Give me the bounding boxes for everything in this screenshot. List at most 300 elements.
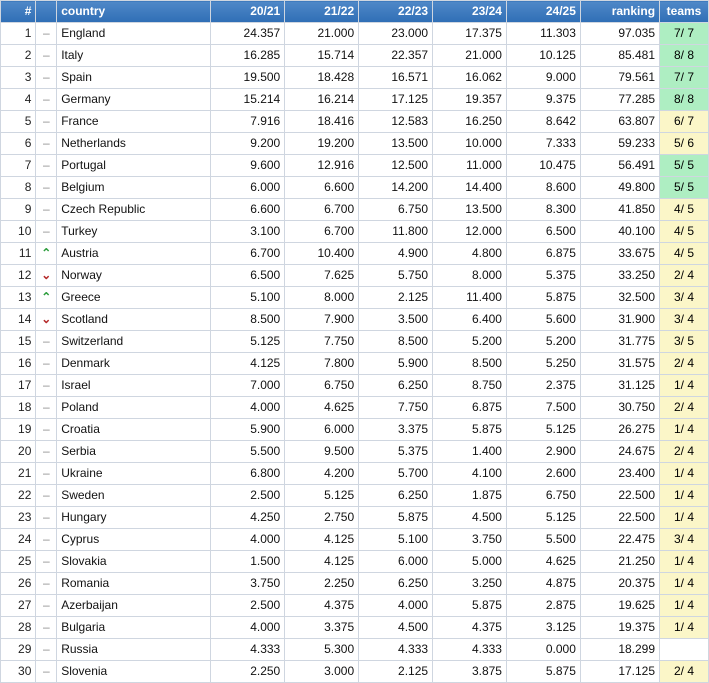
row-rank: 1 bbox=[1, 23, 36, 45]
row-season-2425: 9.000 bbox=[506, 67, 580, 89]
row-season-2425: 5.875 bbox=[506, 661, 580, 683]
row-season-2223: 17.125 bbox=[359, 89, 433, 111]
table-row[interactable] bbox=[1, 287, 709, 309]
row-season-2425: 8.600 bbox=[506, 177, 580, 199]
row-season-2122: 4.125 bbox=[285, 551, 359, 573]
row-season-2021: 6.000 bbox=[211, 177, 285, 199]
row-season-2425: 10.475 bbox=[506, 155, 580, 177]
row-season-2021: 19.500 bbox=[211, 67, 285, 89]
table-row[interactable] bbox=[1, 441, 709, 463]
row-season-2425: 7.500 bbox=[506, 397, 580, 419]
trend-same-icon: – bbox=[36, 441, 57, 463]
row-season-2021: 4.000 bbox=[211, 617, 285, 639]
table-row[interactable] bbox=[1, 23, 709, 45]
trend-same-icon: – bbox=[36, 331, 57, 353]
row-season-2223: 11.800 bbox=[359, 221, 433, 243]
row-season-2223: 22.357 bbox=[359, 45, 433, 67]
table-row[interactable] bbox=[1, 89, 709, 111]
row-season-2122: 5.300 bbox=[285, 639, 359, 661]
row-season-2223: 2.125 bbox=[359, 287, 433, 309]
row-season-2425: 10.125 bbox=[506, 45, 580, 67]
row-season-2324: 11.000 bbox=[433, 155, 507, 177]
row-teams-count: 1/ 4 bbox=[660, 551, 709, 573]
row-country-name[interactable]: Germany bbox=[57, 89, 211, 111]
row-country-name[interactable]: England bbox=[57, 23, 211, 45]
row-rank: 27 bbox=[1, 595, 36, 617]
row-season-2021: 2.250 bbox=[211, 661, 285, 683]
row-country-name[interactable]: Czech Republic bbox=[57, 199, 211, 221]
row-season-2223: 6.750 bbox=[359, 199, 433, 221]
row-season-2122: 19.200 bbox=[285, 133, 359, 155]
row-season-2425: 9.375 bbox=[506, 89, 580, 111]
row-season-2324: 5.875 bbox=[433, 595, 507, 617]
row-teams-count: 4/ 5 bbox=[660, 221, 709, 243]
row-season-2122: 18.428 bbox=[285, 67, 359, 89]
row-season-2425: 5.875 bbox=[506, 287, 580, 309]
row-teams-count: 2/ 4 bbox=[660, 353, 709, 375]
row-season-2223: 13.500 bbox=[359, 133, 433, 155]
row-country-name[interactable]: Norway bbox=[57, 265, 211, 287]
row-season-2223: 16.571 bbox=[359, 67, 433, 89]
table-row[interactable] bbox=[1, 529, 709, 551]
table-row[interactable] bbox=[1, 639, 709, 661]
row-season-2021: 4.000 bbox=[211, 529, 285, 551]
row-season-2223: 6.000 bbox=[359, 551, 433, 573]
row-season-2223: 7.750 bbox=[359, 397, 433, 419]
row-season-2425: 5.250 bbox=[506, 353, 580, 375]
row-season-2324: 11.400 bbox=[433, 287, 507, 309]
table-row[interactable] bbox=[1, 155, 709, 177]
row-total-ranking: 23.400 bbox=[580, 463, 659, 485]
row-season-2122: 10.400 bbox=[285, 243, 359, 265]
row-season-2223: 6.250 bbox=[359, 573, 433, 595]
row-season-2021: 5.125 bbox=[211, 331, 285, 353]
row-season-2021: 4.333 bbox=[211, 639, 285, 661]
header-row bbox=[1, 1, 709, 23]
trend-same-icon: – bbox=[36, 485, 57, 507]
column-header-2223[interactable]: 22/23 bbox=[359, 1, 433, 23]
row-rank: 10 bbox=[1, 221, 36, 243]
trend-same-icon: – bbox=[36, 111, 57, 133]
table-row[interactable] bbox=[1, 331, 709, 353]
row-country-name[interactable]: France bbox=[57, 111, 211, 133]
row-total-ranking: 40.100 bbox=[580, 221, 659, 243]
row-season-2425: 5.500 bbox=[506, 529, 580, 551]
table-row[interactable] bbox=[1, 309, 709, 331]
row-teams-count: 1/ 4 bbox=[660, 617, 709, 639]
row-country-name[interactable]: Slovakia bbox=[57, 551, 211, 573]
table-row[interactable] bbox=[1, 463, 709, 485]
row-season-2122: 5.125 bbox=[285, 485, 359, 507]
trend-same-icon: – bbox=[36, 639, 57, 661]
trend-same-icon: – bbox=[36, 133, 57, 155]
row-season-2223: 23.000 bbox=[359, 23, 433, 45]
row-teams-count: 8/ 8 bbox=[660, 89, 709, 111]
row-season-2122: 4.625 bbox=[285, 397, 359, 419]
row-season-2324: 16.250 bbox=[433, 111, 507, 133]
row-season-2223: 4.333 bbox=[359, 639, 433, 661]
row-season-2021: 6.600 bbox=[211, 199, 285, 221]
row-season-2223: 6.250 bbox=[359, 485, 433, 507]
row-total-ranking: 21.250 bbox=[580, 551, 659, 573]
column-header-country[interactable]: country bbox=[57, 1, 211, 23]
row-season-2122: 2.250 bbox=[285, 573, 359, 595]
trend-same-icon: – bbox=[36, 507, 57, 529]
row-rank: 13 bbox=[1, 287, 36, 309]
table-row[interactable] bbox=[1, 397, 709, 419]
trend-up-icon: ⌃ bbox=[36, 287, 57, 309]
row-season-2425: 2.900 bbox=[506, 441, 580, 463]
row-country-name[interactable]: Hungary bbox=[57, 507, 211, 529]
trend-same-icon: – bbox=[36, 419, 57, 441]
row-season-2021: 3.100 bbox=[211, 221, 285, 243]
table-row[interactable] bbox=[1, 617, 709, 639]
row-rank: 22 bbox=[1, 485, 36, 507]
row-teams-count: 7/ 7 bbox=[660, 23, 709, 45]
trend-same-icon: – bbox=[36, 67, 57, 89]
row-rank: 28 bbox=[1, 617, 36, 639]
table-row[interactable] bbox=[1, 67, 709, 89]
row-season-2021: 15.214 bbox=[211, 89, 285, 111]
row-total-ranking: 31.575 bbox=[580, 353, 659, 375]
row-season-2324: 13.500 bbox=[433, 199, 507, 221]
row-total-ranking: 33.250 bbox=[580, 265, 659, 287]
row-teams-count: 3/ 4 bbox=[660, 309, 709, 331]
row-season-2324: 6.400 bbox=[433, 309, 507, 331]
row-season-2021: 16.285 bbox=[211, 45, 285, 67]
column-header-2021[interactable]: 20/21 bbox=[211, 1, 285, 23]
row-rank: 2 bbox=[1, 45, 36, 67]
row-total-ranking: 32.500 bbox=[580, 287, 659, 309]
row-season-2223: 4.500 bbox=[359, 617, 433, 639]
row-teams-count: 2/ 4 bbox=[660, 265, 709, 287]
row-rank: 17 bbox=[1, 375, 36, 397]
row-teams-count: 8/ 8 bbox=[660, 45, 709, 67]
row-season-2324: 12.000 bbox=[433, 221, 507, 243]
row-rank: 29 bbox=[1, 639, 36, 661]
row-teams-count: 5/ 5 bbox=[660, 177, 709, 199]
row-season-2223: 6.250 bbox=[359, 375, 433, 397]
row-season-2021: 8.500 bbox=[211, 309, 285, 331]
row-season-2122: 12.916 bbox=[285, 155, 359, 177]
trend-same-icon: – bbox=[36, 177, 57, 199]
row-season-2122: 7.900 bbox=[285, 309, 359, 331]
table-row[interactable] bbox=[1, 595, 709, 617]
row-season-2223: 5.375 bbox=[359, 441, 433, 463]
row-teams-count: 2/ 4 bbox=[660, 441, 709, 463]
row-season-2425: 6.500 bbox=[506, 221, 580, 243]
trend-same-icon: – bbox=[36, 529, 57, 551]
row-season-2223: 2.125 bbox=[359, 661, 433, 683]
row-season-2425: 7.333 bbox=[506, 133, 580, 155]
row-country-name[interactable]: Turkey bbox=[57, 221, 211, 243]
row-season-2425: 11.303 bbox=[506, 23, 580, 45]
row-season-2021: 2.500 bbox=[211, 485, 285, 507]
row-country-name[interactable]: Italy bbox=[57, 45, 211, 67]
row-season-2324: 4.800 bbox=[433, 243, 507, 265]
row-total-ranking: 97.035 bbox=[580, 23, 659, 45]
row-season-2324: 4.375 bbox=[433, 617, 507, 639]
row-season-2021: 4.250 bbox=[211, 507, 285, 529]
row-season-2223: 14.200 bbox=[359, 177, 433, 199]
row-total-ranking: 56.491 bbox=[580, 155, 659, 177]
row-season-2324: 1.875 bbox=[433, 485, 507, 507]
table-row[interactable] bbox=[1, 265, 709, 287]
row-country-name[interactable]: Russia bbox=[57, 639, 211, 661]
table-row[interactable] bbox=[1, 419, 709, 441]
row-teams-count: 7/ 7 bbox=[660, 67, 709, 89]
column-header-teams[interactable]: teams bbox=[660, 1, 709, 23]
row-rank: 21 bbox=[1, 463, 36, 485]
row-rank: 5 bbox=[1, 111, 36, 133]
row-season-2425: 5.125 bbox=[506, 507, 580, 529]
row-season-2425: 2.375 bbox=[506, 375, 580, 397]
row-season-2425: 3.125 bbox=[506, 617, 580, 639]
table-row[interactable] bbox=[1, 111, 709, 133]
row-season-2021: 9.600 bbox=[211, 155, 285, 177]
row-country-name[interactable]: Israel bbox=[57, 375, 211, 397]
row-total-ranking: 18.299 bbox=[580, 639, 659, 661]
row-season-2425: 2.875 bbox=[506, 595, 580, 617]
trend-same-icon: – bbox=[36, 45, 57, 67]
row-season-2324: 14.400 bbox=[433, 177, 507, 199]
row-country-name[interactable]: Romania bbox=[57, 573, 211, 595]
row-season-2425: 5.125 bbox=[506, 419, 580, 441]
row-country-name[interactable]: Denmark bbox=[57, 353, 211, 375]
row-total-ranking: 59.233 bbox=[580, 133, 659, 155]
row-teams-count: 1/ 4 bbox=[660, 375, 709, 397]
row-season-2021: 4.125 bbox=[211, 353, 285, 375]
row-season-2122: 4.200 bbox=[285, 463, 359, 485]
trend-same-icon: – bbox=[36, 353, 57, 375]
row-season-2324: 16.062 bbox=[433, 67, 507, 89]
table-row[interactable] bbox=[1, 243, 709, 265]
row-season-2021: 1.500 bbox=[211, 551, 285, 573]
row-total-ranking: 63.807 bbox=[580, 111, 659, 133]
row-total-ranking: 24.675 bbox=[580, 441, 659, 463]
row-season-2122: 4.375 bbox=[285, 595, 359, 617]
trend-same-icon: – bbox=[36, 23, 57, 45]
row-season-2021: 5.100 bbox=[211, 287, 285, 309]
row-country-name[interactable]: Portugal bbox=[57, 155, 211, 177]
trend-same-icon: – bbox=[36, 617, 57, 639]
row-season-2425: 5.375 bbox=[506, 265, 580, 287]
trend-same-icon: – bbox=[36, 199, 57, 221]
row-teams-count: 4/ 5 bbox=[660, 243, 709, 265]
trend-same-icon: – bbox=[36, 89, 57, 111]
row-teams-count bbox=[660, 639, 709, 661]
row-season-2425: 6.875 bbox=[506, 243, 580, 265]
row-season-2122: 18.416 bbox=[285, 111, 359, 133]
row-season-2324: 10.000 bbox=[433, 133, 507, 155]
trend-same-icon: – bbox=[36, 551, 57, 573]
row-country-name[interactable]: Poland bbox=[57, 397, 211, 419]
row-season-2223: 5.875 bbox=[359, 507, 433, 529]
row-total-ranking: 79.561 bbox=[580, 67, 659, 89]
row-teams-count: 4/ 5 bbox=[660, 199, 709, 221]
row-country-name[interactable]: Ukraine bbox=[57, 463, 211, 485]
row-season-2122: 3.000 bbox=[285, 661, 359, 683]
trend-down-icon: ⌄ bbox=[36, 309, 57, 331]
column-header-2425[interactable]: 24/25 bbox=[506, 1, 580, 23]
row-teams-count: 1/ 4 bbox=[660, 463, 709, 485]
row-country-name[interactable]: Sweden bbox=[57, 485, 211, 507]
row-season-2122: 4.125 bbox=[285, 529, 359, 551]
row-season-2324: 5.875 bbox=[433, 419, 507, 441]
row-season-2324: 5.000 bbox=[433, 551, 507, 573]
table-row[interactable] bbox=[1, 199, 709, 221]
row-teams-count: 1/ 4 bbox=[660, 485, 709, 507]
row-season-2122: 8.000 bbox=[285, 287, 359, 309]
row-teams-count: 3/ 4 bbox=[660, 287, 709, 309]
row-total-ranking: 22.475 bbox=[580, 529, 659, 551]
row-teams-count: 2/ 4 bbox=[660, 661, 709, 683]
row-teams-count: 1/ 4 bbox=[660, 419, 709, 441]
row-country-name[interactable]: Spain bbox=[57, 67, 211, 89]
table-row[interactable] bbox=[1, 507, 709, 529]
row-season-2223: 4.900 bbox=[359, 243, 433, 265]
row-season-2425: 4.625 bbox=[506, 551, 580, 573]
row-season-2324: 19.357 bbox=[433, 89, 507, 111]
row-season-2425: 0.000 bbox=[506, 639, 580, 661]
row-rank: 16 bbox=[1, 353, 36, 375]
row-country-name[interactable]: Bulgaria bbox=[57, 617, 211, 639]
row-season-2122: 9.500 bbox=[285, 441, 359, 463]
row-season-2122: 6.700 bbox=[285, 199, 359, 221]
row-season-2122: 7.750 bbox=[285, 331, 359, 353]
row-rank: 9 bbox=[1, 199, 36, 221]
row-rank: 18 bbox=[1, 397, 36, 419]
row-season-2122: 6.600 bbox=[285, 177, 359, 199]
row-rank: 6 bbox=[1, 133, 36, 155]
table-row[interactable] bbox=[1, 45, 709, 67]
row-season-2223: 3.375 bbox=[359, 419, 433, 441]
row-teams-count: 3/ 4 bbox=[660, 529, 709, 551]
row-total-ranking: 22.500 bbox=[580, 485, 659, 507]
column-header-trend[interactable] bbox=[36, 1, 57, 23]
row-total-ranking: 41.850 bbox=[580, 199, 659, 221]
row-rank: 8 bbox=[1, 177, 36, 199]
column-header-ranking[interactable]: ranking bbox=[580, 1, 659, 23]
column-header-rank[interactable]: # bbox=[1, 1, 36, 23]
row-total-ranking: 85.481 bbox=[580, 45, 659, 67]
row-rank: 30 bbox=[1, 661, 36, 683]
row-country-name[interactable]: Croatia bbox=[57, 419, 211, 441]
row-season-2324: 17.375 bbox=[433, 23, 507, 45]
trend-same-icon: – bbox=[36, 573, 57, 595]
row-season-2324: 8.000 bbox=[433, 265, 507, 287]
row-total-ranking: 20.375 bbox=[580, 573, 659, 595]
row-season-2324: 3.875 bbox=[433, 661, 507, 683]
row-total-ranking: 26.275 bbox=[580, 419, 659, 441]
row-season-2021: 6.500 bbox=[211, 265, 285, 287]
row-season-2021: 24.357 bbox=[211, 23, 285, 45]
row-country-name[interactable]: Austria bbox=[57, 243, 211, 265]
row-country-name[interactable]: Belgium bbox=[57, 177, 211, 199]
row-rank: 15 bbox=[1, 331, 36, 353]
row-season-2021: 4.000 bbox=[211, 397, 285, 419]
row-rank: 14 bbox=[1, 309, 36, 331]
column-header-2324[interactable]: 23/24 bbox=[433, 1, 507, 23]
row-country-name[interactable]: Greece bbox=[57, 287, 211, 309]
row-total-ranking: 31.900 bbox=[580, 309, 659, 331]
row-country-name[interactable]: Switzerland bbox=[57, 331, 211, 353]
row-total-ranking: 19.625 bbox=[580, 595, 659, 617]
row-total-ranking: 19.375 bbox=[580, 617, 659, 639]
row-season-2324: 8.500 bbox=[433, 353, 507, 375]
row-country-name[interactable]: Cyprus bbox=[57, 529, 211, 551]
row-season-2223: 12.500 bbox=[359, 155, 433, 177]
table-row[interactable] bbox=[1, 661, 709, 683]
row-season-2021: 9.200 bbox=[211, 133, 285, 155]
row-rank: 11 bbox=[1, 243, 36, 265]
row-season-2122: 6.000 bbox=[285, 419, 359, 441]
table-row[interactable] bbox=[1, 353, 709, 375]
row-rank: 19 bbox=[1, 419, 36, 441]
row-total-ranking: 31.125 bbox=[580, 375, 659, 397]
row-season-2223: 3.500 bbox=[359, 309, 433, 331]
row-country-name[interactable]: Slovenia bbox=[57, 661, 211, 683]
table-row[interactable] bbox=[1, 485, 709, 507]
row-season-2021: 3.750 bbox=[211, 573, 285, 595]
row-teams-count: 5/ 5 bbox=[660, 155, 709, 177]
trend-same-icon: – bbox=[36, 375, 57, 397]
row-season-2324: 4.500 bbox=[433, 507, 507, 529]
row-rank: 25 bbox=[1, 551, 36, 573]
trend-same-icon: – bbox=[36, 463, 57, 485]
row-season-2324: 4.333 bbox=[433, 639, 507, 661]
row-country-name[interactable]: Serbia bbox=[57, 441, 211, 463]
row-season-2324: 21.000 bbox=[433, 45, 507, 67]
row-country-name[interactable]: Scotland bbox=[57, 309, 211, 331]
row-teams-count: 6/ 7 bbox=[660, 111, 709, 133]
row-season-2425: 5.600 bbox=[506, 309, 580, 331]
table-row[interactable] bbox=[1, 221, 709, 243]
trend-same-icon: – bbox=[36, 595, 57, 617]
row-season-2021: 2.500 bbox=[211, 595, 285, 617]
row-teams-count: 2/ 4 bbox=[660, 397, 709, 419]
row-season-2122: 7.625 bbox=[285, 265, 359, 287]
row-season-2425: 6.750 bbox=[506, 485, 580, 507]
row-country-name[interactable]: Azerbaijan bbox=[57, 595, 211, 617]
row-country-name[interactable]: Netherlands bbox=[57, 133, 211, 155]
row-season-2223: 4.000 bbox=[359, 595, 433, 617]
row-season-2021: 5.900 bbox=[211, 419, 285, 441]
row-season-2021: 7.916 bbox=[211, 111, 285, 133]
row-season-2324: 3.750 bbox=[433, 529, 507, 551]
table-row[interactable] bbox=[1, 551, 709, 573]
table-header bbox=[1, 1, 709, 23]
table-row[interactable] bbox=[1, 375, 709, 397]
table-row[interactable] bbox=[1, 573, 709, 595]
row-total-ranking: 17.125 bbox=[580, 661, 659, 683]
row-season-2223: 5.900 bbox=[359, 353, 433, 375]
row-season-2324: 1.400 bbox=[433, 441, 507, 463]
row-teams-count: 1/ 4 bbox=[660, 595, 709, 617]
row-teams-count: 1/ 4 bbox=[660, 573, 709, 595]
row-season-2324: 4.100 bbox=[433, 463, 507, 485]
column-header-2122[interactable]: 21/22 bbox=[285, 1, 359, 23]
table-row[interactable] bbox=[1, 133, 709, 155]
table-row[interactable] bbox=[1, 177, 709, 199]
row-season-2021: 6.700 bbox=[211, 243, 285, 265]
trend-same-icon: – bbox=[36, 661, 57, 683]
row-teams-count: 5/ 6 bbox=[660, 133, 709, 155]
row-season-2425: 8.642 bbox=[506, 111, 580, 133]
row-season-2223: 5.100 bbox=[359, 529, 433, 551]
row-rank: 26 bbox=[1, 573, 36, 595]
trend-up-icon: ⌃ bbox=[36, 243, 57, 265]
